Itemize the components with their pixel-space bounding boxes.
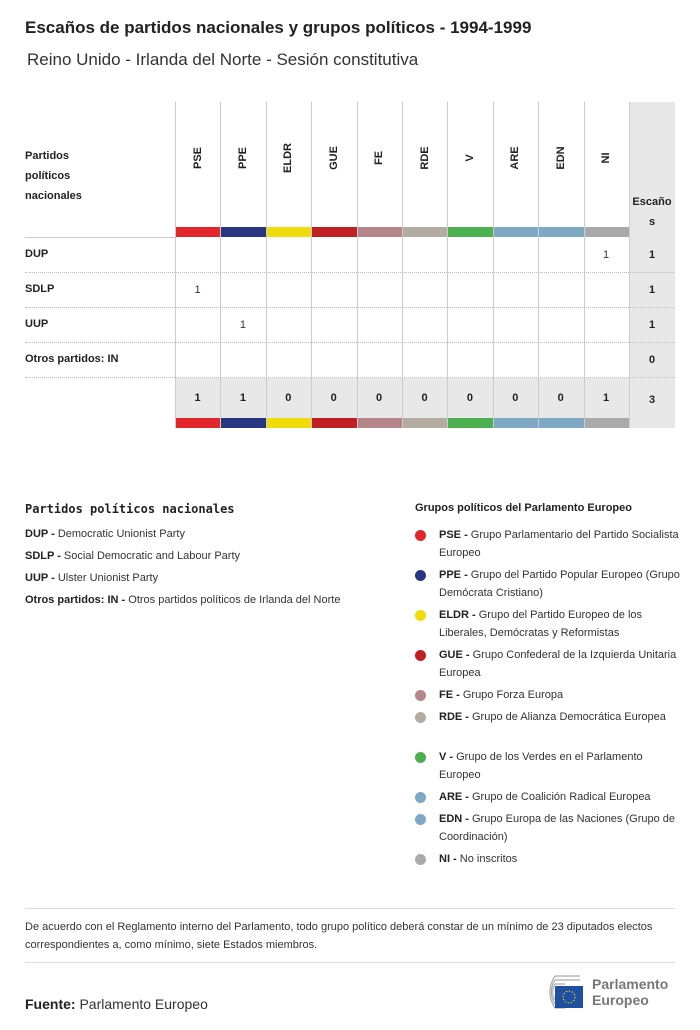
group-name: Grupo de Alianza Democrática Europea [472,711,666,723]
party-name: Otros partidos políticos de Irlanda del Norte [128,594,341,606]
column-total: 1 [603,392,610,404]
group-color-dot-icon [415,814,426,825]
column-total: 0 [285,392,292,404]
group-text [439,606,685,642]
group-color-dot-icon [415,690,426,701]
group-name: Grupo Parlamentario del Partido Socialista Europeo [439,529,679,559]
page-subtitle: Reino Unido - Irlanda del Norte - Sesión constitutiva [27,50,419,69]
column-total: 0 [512,392,519,404]
table-cell: 1 [603,249,610,261]
color-bar-eldr [267,227,311,237]
color-bar-bottom-pse [176,418,220,428]
color-bar-bottom-edn [539,418,583,428]
row-separator [25,377,675,378]
column-header-label: V [464,154,477,162]
table-row [25,308,675,343]
party-code: SDLP - [25,550,64,562]
national-party-item [25,594,340,606]
column-header-ni [584,102,629,227]
color-bar-fe [358,227,402,237]
column-header-label: GUE [327,146,340,170]
color-bar-are [494,227,538,237]
national-party-item [25,550,240,562]
color-bar-ppe [221,227,265,237]
divider [25,962,675,963]
group-code: V - [439,751,457,763]
column-header-rde [402,102,447,227]
table-cell: 1 [194,284,201,296]
group-text [439,748,685,784]
group-color-dot-icon [415,752,426,763]
column-header-gue [311,102,356,227]
group-item [415,646,685,682]
color-bar-bottom-ni [585,418,629,428]
color-bar-edn [539,227,583,237]
column-header-v [447,102,492,227]
table-row [25,343,675,378]
color-bar-v [448,227,492,237]
group-name: Grupo Europa de las Naciones (Grupo de Coordinación) [439,813,676,843]
color-bar-bottom-fe [358,418,402,428]
color-bar-rde [403,227,447,237]
group-color-dot-icon [415,530,426,541]
color-bar-ni [585,227,629,237]
column-header-label: ELDR [282,143,295,173]
row-label: UUP [25,318,49,330]
national-party-item [25,572,158,584]
column-header-label: EDN [554,146,567,170]
group-text [439,850,685,868]
row-total: 1 [648,284,656,296]
column-total: 0 [376,392,383,404]
group-text [439,788,685,806]
page-title: Escaños de partidos nacionales y grupos políticos - 1994-1999 [25,18,532,37]
column-header-ppe [220,102,265,227]
group-item [415,526,685,562]
logo-line2: Europeo [592,992,649,1008]
group-item [415,850,685,868]
group-code: RDE - [439,711,472,723]
group-name: Grupo de Coalición Radical Europea [472,791,651,803]
groups-title: Grupos políticos del Parlamento Europeo [415,502,632,514]
group-code: GUE - [439,649,473,661]
row-total: 1 [648,319,656,331]
column-total: 0 [557,392,564,404]
row-label: DUP [25,248,49,260]
group-code: EDN - [439,813,472,825]
group-name: Grupo de los Verdes en el Parlamento Europeo [439,751,643,781]
group-name: No inscritos [459,853,518,865]
row-header: Partidos políticos nacionales [25,150,82,202]
column-header-label: FE [373,150,386,166]
column-header-edn [538,102,583,227]
group-color-dot-icon [415,792,426,803]
logo-line1: Parlamento [592,976,669,992]
group-code: PSE - [439,529,471,541]
group-code: PPE - [439,569,471,581]
group-code: ELDR - [439,609,479,621]
column-total: 0 [330,392,337,404]
group-code: FE - [439,689,463,701]
group-name: Grupo Forza Europa [462,689,564,701]
group-item [415,788,685,806]
party-name: Social Democratic and Labour Party [63,550,241,562]
group-text [439,566,685,602]
table-row [25,238,675,273]
color-bar-bottom-rde [403,418,447,428]
row-total: 0 [648,354,656,366]
group-name: Grupo del Partido Europeo de los Liberales, Demócratas y Reformistas [439,609,643,639]
color-bar-bottom-eldr [267,418,311,428]
grand-total: 3 [648,394,656,406]
column-header-are [493,102,538,227]
party-name: Ulster Unionist Party [57,572,159,584]
group-item [415,606,685,642]
national-party-item [25,528,185,540]
eu-flag-icon [555,986,583,1008]
color-bar-bottom-are [494,418,538,428]
column-total: 0 [421,392,428,404]
group-code: NI - [439,853,460,865]
group-name: Grupo Confederal de la Izquierda Unitaria Europea [439,649,677,679]
row-label: SDLP [25,283,55,295]
party-code: DUP - [25,528,58,540]
group-color-dot-icon [415,650,426,661]
color-bar-bottom-ppe [221,418,265,428]
table-row [25,273,675,308]
column-header-label: PSE [191,146,204,170]
group-text [439,686,685,704]
column-total: 1 [194,392,201,404]
party-name: Democratic Unionist Party [57,528,185,540]
row-total: 1 [648,249,656,261]
divider [25,908,675,909]
group-item [415,566,685,602]
group-color-dot-icon [415,854,426,865]
source-label: Fuente: [25,996,76,1012]
group-color-dot-icon [415,712,426,723]
table-cell: 1 [239,319,246,331]
party-code: UUP - [25,572,58,584]
color-bar-pse [176,227,220,237]
color-bar-gue [312,227,356,237]
group-text [439,526,685,562]
group-color-dot-icon [415,610,426,621]
row-label: Otros partidos: IN [25,353,119,365]
column-header-label: PPE [237,146,250,170]
footnote: De acuerdo con el Reglamento interno del Parlamento, todo grupo político deberá constar de un mínimo de 23 diputados electos correspondientes a, como mínimo, siete Estados miembros. [25,921,653,951]
column-header-pse [175,102,220,227]
group-item [415,748,685,784]
total-header: Escaños [632,196,672,228]
color-bar-bottom-v [448,418,492,428]
group-color-dot-icon [415,570,426,581]
column-header-label: RDE [418,146,431,170]
group-item [415,708,685,726]
parliament-logo [520,972,680,1012]
color-bar-bottom-gue [312,418,356,428]
source-value: Parlamento Europeo [79,996,208,1012]
source [25,996,208,1012]
party-code: Otros partidos: IN - [25,594,129,606]
group-text [439,810,685,846]
group-code: ARE - [439,791,472,803]
national-parties-title: Partidos políticos nacionales [25,502,235,516]
group-text [439,708,685,726]
column-header-label: ARE [509,146,522,170]
column-header-eldr [266,102,311,227]
column-total: 1 [239,392,246,404]
column-total: 0 [466,392,473,404]
group-item [415,810,685,846]
hemicycle-icon [520,972,590,1012]
column-header-fe [357,102,402,227]
group-name: Grupo del Partido Popular Europeo (Grupo Demócrata Cristiano) [439,569,680,599]
column-header-label: NI [600,152,613,164]
group-item [415,686,685,704]
group-text [439,646,685,682]
